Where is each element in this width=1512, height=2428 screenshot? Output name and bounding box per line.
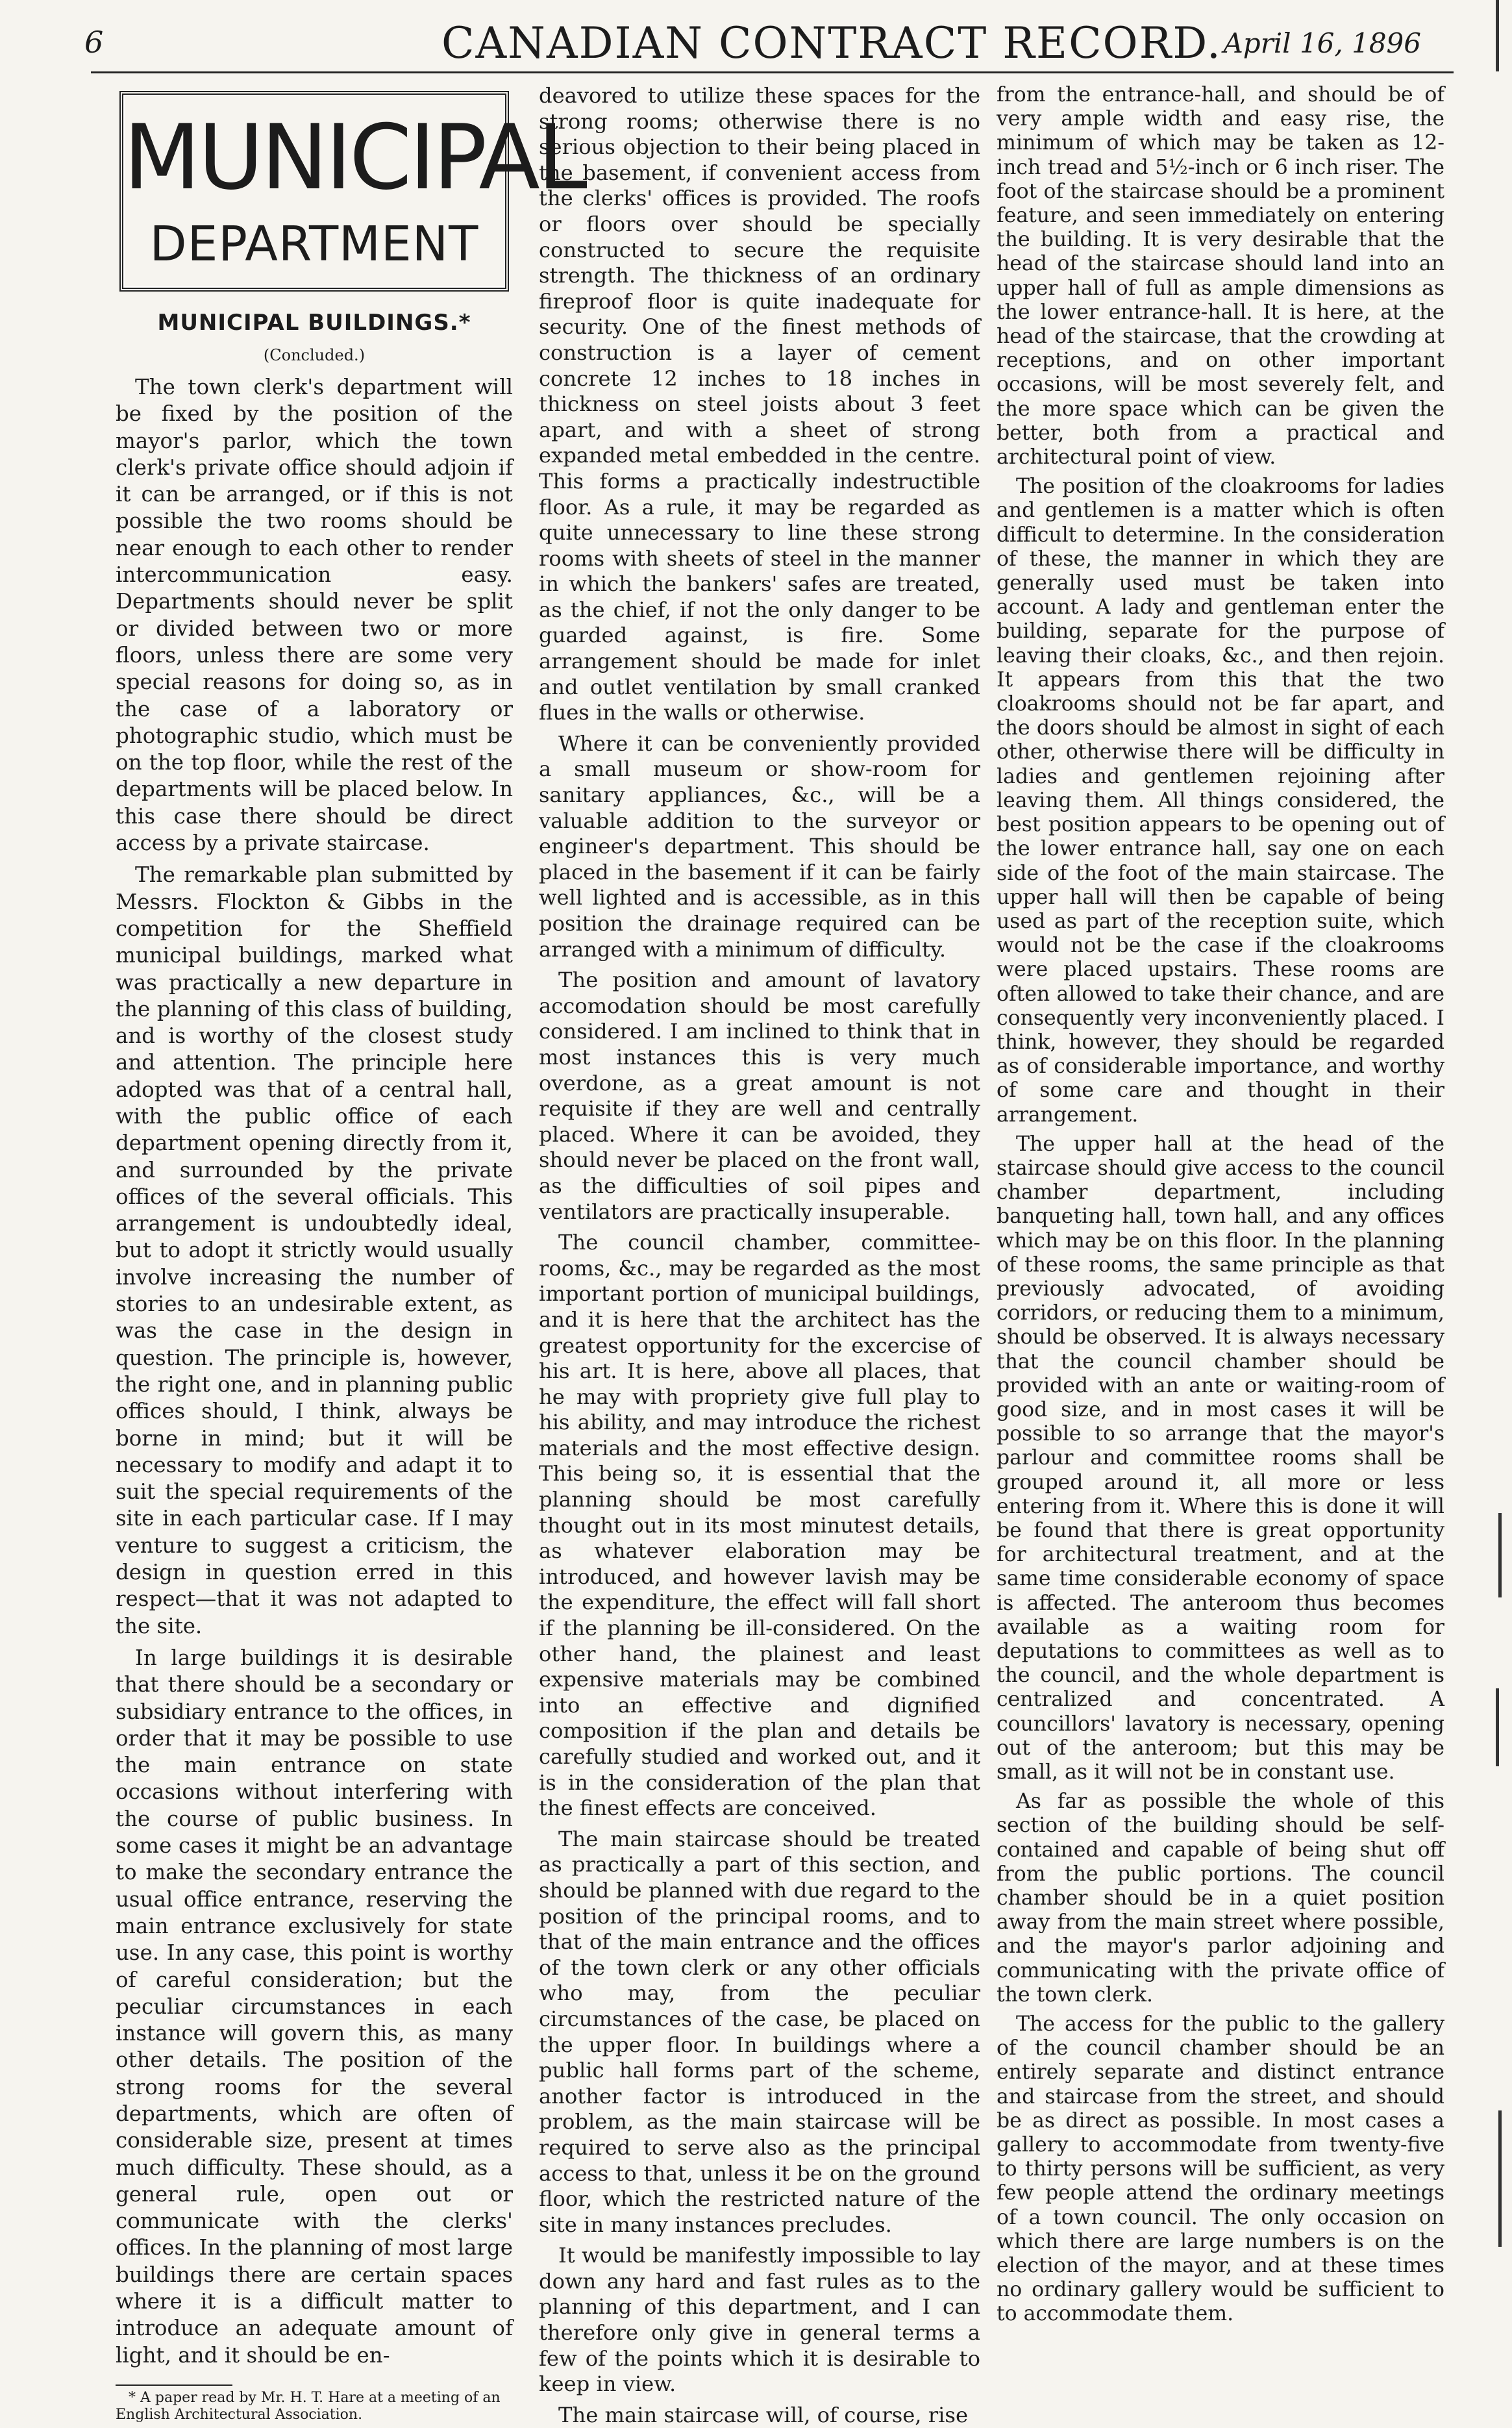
page-header xyxy=(78,18,1460,77)
paragraph: The main staircase should be treated as practically a part of this section, and should be planned with due regard to the position of the principal rooms, and to that of the main entrance and the offices of the town clerk or any other officials who may, from the peculiar circumstances of the case, be placed on the upper floor. In buildings where a public hall forms part of the scheme, another factor is introduced in the problem, as the main staircase will be required to serve also as the principal access to that, unless it be on the ground floor, which the restricted nature of the site in many instances precludes. xyxy=(539,1826,980,2237)
publication-title: CANADIAN CONTRACT RECORD. xyxy=(441,18,1222,68)
masthead-line-1: MUNICIPAL xyxy=(123,105,585,210)
column-2 xyxy=(539,83,980,2427)
masthead-line-2: DEPARTMENT xyxy=(149,216,479,272)
footnote: * A paper read by Mr. H. T. Hare at a meeting of an English Architectural Association. xyxy=(116,2389,501,2423)
article-title: MUNICIPAL BUILDINGS.* xyxy=(157,310,471,336)
footnote-rule xyxy=(116,2384,232,2386)
paragraph: deavored to utilize these spaces for the strong rooms; otherwise there is no serious objection to their being placed in the basement, if convenient access from the clerks' offices is provided. The roofs or floors over should be specially constructed to secure the requisite strength. The thickness of an ordinary fireproof floor is quite inadequate for security. One of the finest methods of construction is a layer of cement concrete 12 inches to 18 inches in thickness on steel joists about 3 feet apart, and with a sheet of strong expanded metal embedded in the centre. This forms a practically indestructible floor. As a rule, it may be regarded as quite unnecessary to line these strong rooms with sheets of steel in the manner in which the bankers' safes are treated, as the chief, if not the only danger to be guarded against, is fire. Some arrangement should be made for inlet and outlet ventilation by small cranked flues in the walls or otherwise. xyxy=(539,83,980,725)
paragraph: The council chamber, committee-rooms, &c., may be regarded as the most important portion of municipal buildings, and it is here that the architect has the greatest opportunity for the excercise of his art. It is here, above all places, that he may with propriety give full play to his ability, and may introduce the richest materials and the most effective design. This being so, it is essential that the planning should be most carefully thought out in its most minutest details, as whatever elaboration may be introduced, and however lavish may be the expenditure, the effect will fall short if the planning be ill-considered. On the other hand, the plainest and least expensive materials may be combined into an effective and dignified composition if the plan and details be carefully studied and worked out, and it is in the consideration of the plan that the finest effects are conceived. xyxy=(539,1230,980,1821)
paragraph: The position of the cloakrooms for ladies and gentlemen is a matter which is often difficult to determine. In the consideration of these, the manner in which they are generally used must be taken into account. A lady and gentleman enter the building, separate for the purpose of leaving their cloaks, &c., and then rejoin. It appears from this that the two cloakrooms should not be far apart, and the doors should be almost in sight of each other, otherwise there will be difficulty in ladies and gentlemen rejoining after leaving them. All things considered, the best position appears to be opening out of the lower entrance hall, say one on each side of the foot of the main staircase. The upper hall will then be capable of being used as part of the reception suite, which would not be the case if the cloakrooms were placed upstairs. These rooms are often allowed to take their chance, and are consequently very inconveniently placed. I think, however, they should be regarded as of considerable importance, and worthy of some care and thought in their arrangement. xyxy=(997,475,1444,1127)
paragraph: The town clerk's department will be fixed by the position of the mayor's parlor, which the town clerk's private office should adjoin if it can be arranged, or if this is not possible the two rooms should be near enough to each other to render intercommunication easy. Departments should never be split or divided between two or more floors, unless there are some very special reasons for doing so, as in the case of a laboratory or photographic studio, which must be on the top floor, while the rest of the departments will be placed below. In this case there should be direct access by a private staircase. xyxy=(116,374,513,856)
paragraph: The remarkable plan submitted by Messrs. Flockton & Gibbs in the competition for the Sheffield municipal buildings, marked what was practically a new departure in the planning of this class of building, and is worthy of the closest study and attention. The principle here adopted was that of a central hall, with the public office of each department opening directly from it, and surrounded by the private offices of the several officials. This arrangement is undoubtedly ideal, but to adopt it strictly would usually involve increasing the number of stories to an undesirable extent, as was the case in the design in question. The principle is, however, the right one, and in planning public offices should, I think, always be borne in mind; but it will be necessary to modify and adapt it to suit the special requirements of the site in each particular case. If I may venture to suggest a criticism, the design in question erred in this respect—that it was not adapted to the site. xyxy=(116,862,513,1638)
column-3 xyxy=(997,83,1444,2326)
paragraph: The position and amount of lavatory accomodation should be most carefully considered. I am inclined to think that in most instances this is very much overdone, as a great amount is not requisite if they are well and centrally placed. Where it can be avoided, they should never be placed on the front wall, as the difficulties of soil pipes and ventilators are practically insuperable. xyxy=(539,968,980,1224)
paragraph: As far as possible the whole of this section of the building should be self-contained and capable of being shut off from the public portions. The council chamber should be in a quiet position away from the main street where possible, and the mayor's parlor adjoining and communicating with the private office of the town clerk. xyxy=(997,1790,1444,2007)
article-subtitle: (Concluded.) xyxy=(263,345,366,364)
page-number: 6 xyxy=(84,25,104,60)
paragraph: The main staircase will, of course, rise xyxy=(558,2402,969,2427)
paragraph: In large buildings it is desirable that there should be a secondary or subsidiary entrance to the offices, in order that it may be possible to use the main entrance on state occasions without interfering with the course of public business. In some cases it might be an advantage to make the secondary entrance the usual office entrance, reserving the main entrance exclusively for state use. In any case, this point is worthy of careful consideration; but the peculiar circumstances in each instance will govern this, as many other details. The position of the strong rooms for the several departments, which are often of considerable size, present at times much difficulty. These should, as a general rule, open out or communicate with the clerks' offices. In the planning of most large buildings there are certain spaces where it is a difficult matter to introduce an adequate amount of light, and it should be en- xyxy=(116,1645,513,2368)
paragraph: from the entrance-hall, and should be of very ample width and easy rise, the minimum of which may be taken as 12-inch tread and 5½-inch or 6 inch riser. The foot of the staircase should be a prominent feature, and seen immediately on entering the building. It is very desirable that the head of the staircase should land into an upper hall of full as ample dimensions as the lower entrance-hall. It is here, at the head of the staircase, that the crowding at receptions, and on other important occasions, will be most severely felt, and the more space which can be given the better, both from a practical and architectural point of view. xyxy=(997,83,1444,469)
section-masthead xyxy=(119,91,585,292)
paragraph: Where it can be conveniently provided a small museum or show-room for sanitary appliances, &c., will be a valuable addition to the surveyor or engineer's department. This should be placed in the basement if it can be fairly well lighted and is accessible, as in this position the drainage required can be arranged with a minimum of difficulty. xyxy=(539,731,980,962)
paragraph: The upper hall at the head of the staircase should give access to the council chamber department, including banqueting hall, town hall, and any offices which may be on this floor. In the planning of these rooms, the same principle as that previously advocated, of avoiding corridors, or reducing them to a minimum, should be observed. It is always necessary that the council chamber should be provided with an ante or waiting-room of good size, and in most cases it will be possible to so arrange that the mayor's parlour and committee rooms shall be grouped around it, all more or less entering from it. Where this is done it will be found that there is great opportunity for architectural treatment, and at the same time considerable economy of space is affected. The anteroom thus becomes available as a waiting room for deputations to committees as well as to the council, and the whole department is centralized and concentrated. A councillors' lavatory is necessary, opening out of the anteroom; but this may be small, as it will not be in constant use. xyxy=(997,1132,1444,1784)
column-1 xyxy=(116,83,585,2423)
paragraph: It would be manifestly impossible to lay down any hard and fast rules as to the planning of this department, and I can therefore only give in general terms a few of the points which it is desirable to keep in view. xyxy=(539,2243,980,2397)
scan-edge-marks xyxy=(1486,0,1503,2320)
paragraph: The access for the public to the gallery of the council chamber should be an entirely separate and distinct entrance and staircase from the street, and should be as direct as possible. In most cases a gallery to accommodate from twenty-five to thirty persons will be sufficient, as very few people attend the ordinary meetings of a town council. The only occasion on which there are large numbers is on the election of the mayor, and at these times no ordinary gallery would be sufficient to to accommodate them. xyxy=(997,2012,1444,2326)
header-rule xyxy=(91,71,1454,73)
issue-date: April 16, 1896 xyxy=(1223,27,1421,59)
